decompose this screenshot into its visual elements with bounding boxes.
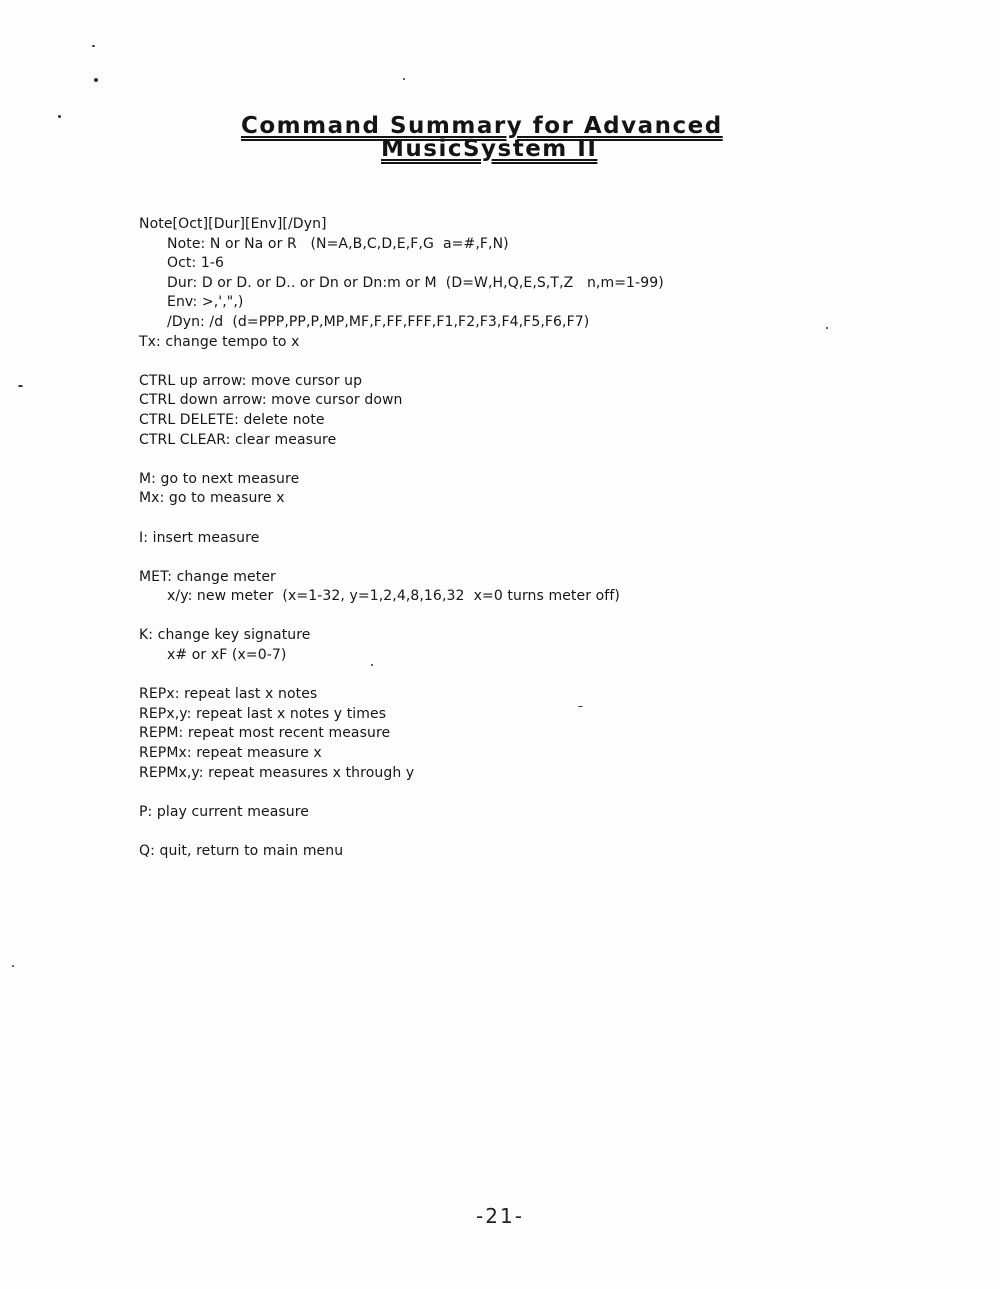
scan-speck: [94, 78, 98, 82]
scan-speck: [92, 45, 95, 47]
key-command: K: change key signature: [139, 627, 311, 644]
title-line-2: MusicSystem II: [381, 136, 598, 162]
next-measure-command: M: go to next measure: [139, 470, 300, 487]
title-line-1: Command Summary for Advanced: [241, 113, 723, 139]
tempo-command: Tx: change tempo to x: [139, 333, 300, 350]
quit-command: Q: quit, return to main menu: [139, 843, 344, 859]
octave-definition: Oct: 1-6: [167, 255, 225, 272]
scan-speck: [578, 706, 583, 707]
key-detail: x# or xF (x=0-7): [167, 647, 287, 664]
dynamics-definition: /Dyn: /d (d=PPP,PP,P,MP,MF,F,FF,FFF,F1,F2,F3,F4,F5,F6,F7): [167, 313, 590, 330]
page-number: -21-: [476, 1204, 524, 1228]
cursor-up-command: CTRL up arrow: move cursor up: [139, 372, 363, 389]
scan-speck: [12, 965, 14, 967]
scan-speck: [18, 385, 23, 387]
repeat-notes-command: REPx: repeat last x notes: [139, 686, 318, 703]
goto-measure-command: Mx: go to measure x: [139, 490, 285, 507]
delete-note-command: CTRL DELETE: delete note: [139, 411, 325, 428]
note-definition: Note: N or Na or R (N=A,B,C,D,E,F,G a=#,F,N): [167, 235, 509, 252]
meter-detail: x/y: new meter (x=1-32, y=1,2,4,8,16,32 x=0 turns meter off): [167, 588, 620, 605]
meter-command: MET: change meter: [139, 568, 276, 585]
clear-measure-command: CTRL CLEAR: clear measure: [139, 431, 337, 448]
repeat-measure-range-command: REPMx,y: repeat measures x through y: [139, 764, 415, 781]
scan-speck: [58, 115, 61, 118]
envelope-definition: Env: >,',",): [167, 294, 244, 311]
scan-speck: [403, 78, 405, 80]
command-list: [139, 215, 839, 862]
scan-speck: [826, 327, 828, 329]
cursor-down-command: CTRL down arrow: move cursor down: [139, 392, 403, 409]
repeat-recent-measure-command: REPM: repeat most recent measure: [139, 725, 391, 742]
insert-measure-command: I: insert measure: [139, 529, 260, 546]
scan-speck: [371, 664, 373, 666]
duration-definition: Dur: D or D. or D.. or Dn or Dn:m or M (D=W,H,Q,E,S,T,Z n,m=1-99): [167, 274, 664, 291]
repeat-measure-command: REPMx: repeat measure x: [139, 745, 322, 762]
repeat-notes-times-command: REPx,y: repeat last x notes y times: [139, 705, 387, 722]
play-command: P: play current measure: [139, 803, 310, 820]
note-syntax: Note[Oct][Dur][Env][/Dyn]: [139, 216, 327, 232]
